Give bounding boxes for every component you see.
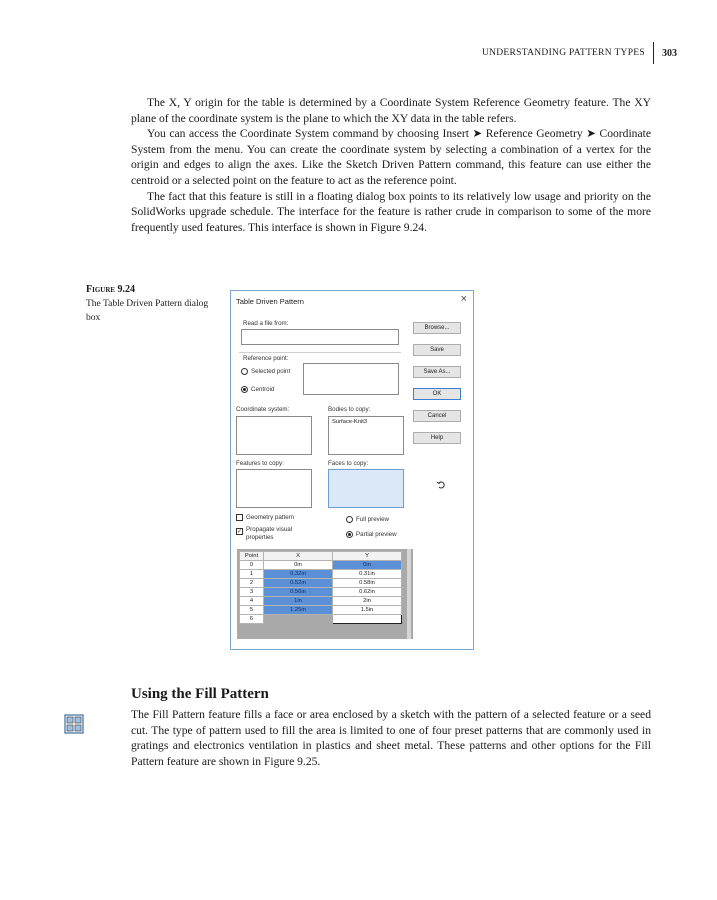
cell-point: 5 <box>240 606 264 615</box>
features-to-copy-label: Features to copy: <box>236 460 284 467</box>
partial-preview-radio[interactable] <box>346 531 353 538</box>
figure-label: Figure 9.24 <box>86 284 136 295</box>
centroid-label: Centroid <box>251 386 275 393</box>
table-row <box>240 570 402 579</box>
intro-text <box>131 95 651 235</box>
selected-point-radio[interactable] <box>241 368 248 375</box>
table-row <box>240 615 402 624</box>
save-button[interactable]: Save <box>413 344 461 356</box>
table-row <box>240 606 402 615</box>
cell-point: 0 <box>240 561 264 570</box>
read-file-label: Read a file from: <box>243 320 289 327</box>
cell-x[interactable]: 0.56in <box>264 588 333 597</box>
header-y: Y <box>333 552 402 561</box>
selected-point-label: Selected point <box>251 368 291 375</box>
separator <box>239 352 401 353</box>
cell-point: 3 <box>240 588 264 597</box>
section-text <box>131 707 651 769</box>
cell-point: 1 <box>240 570 264 579</box>
cell-y[interactable]: 0.31in <box>333 570 402 579</box>
help-button[interactable]: Help <box>413 432 461 444</box>
cell-x[interactable]: 1.25in <box>264 606 333 615</box>
reference-point-list[interactable] <box>303 363 399 395</box>
dialog-title: Table Driven Pattern <box>236 297 304 306</box>
browse-button[interactable]: Browse... <box>413 322 461 334</box>
reference-point-label: Reference point: <box>243 355 289 362</box>
section-paragraph: The Fill Pattern feature fills a face or area enclosed by a sketch with the pattern of a selected feature or a seed cut. The type of pattern used to fill the area is limited to one of four preset patterns that are commonly used in gratings and electronics ventilation in plastics and sheet metal. These patterns and other options for the Fill Pattern feature are shown in Figure 9.25. <box>131 708 651 768</box>
paragraph-2: You can access the Coordinate System command by choosing Insert ➤ Reference Geometry ➤ Coordinate System from the menu. You can create the coordinate system by selecting a combination of a vertex for the origin and edges to align the axes. Like the Sketch Driven Pattern command, this feature can use either the centroid or a selected point on the feature to act as the reference point. <box>131 127 651 187</box>
pattern-table-grid <box>239 551 402 624</box>
header-point: Point <box>240 552 264 561</box>
full-preview-radio[interactable] <box>346 516 353 523</box>
cancel-button[interactable]: Cancel <box>413 410 461 422</box>
section-heading: Using the Fill Pattern <box>131 686 269 702</box>
propagate-label-1: Propagate visual <box>246 526 293 533</box>
header-rule <box>653 42 654 64</box>
pattern-table <box>237 549 413 639</box>
geometry-pattern-checkbox[interactable] <box>236 514 243 521</box>
running-header <box>482 43 677 63</box>
save-as-button[interactable]: Save As... <box>413 366 461 378</box>
partial-preview-label: Partial preview <box>356 531 397 538</box>
centroid-radio[interactable] <box>241 386 248 393</box>
cell-point: 4 <box>240 597 264 606</box>
cell-x[interactable] <box>264 615 333 624</box>
close-icon[interactable]: × <box>460 293 467 305</box>
table-row <box>240 579 402 588</box>
cell-x[interactable]: 0in <box>264 561 333 570</box>
bodies-item[interactable]: Surface-Knit3 <box>332 419 368 425</box>
cell-x[interactable]: 0.32in <box>264 570 333 579</box>
figure-caption <box>86 283 216 325</box>
cell-y[interactable]: 0in <box>333 561 402 570</box>
running-title: UNDERSTANDING PATTERN TYPES <box>481 48 645 58</box>
propagate-label-2: properties <box>246 534 274 541</box>
cell-y[interactable]: 2in <box>333 597 402 606</box>
bodies-to-copy-label: Bodies to copy: <box>328 406 371 413</box>
cell-y[interactable] <box>333 615 402 624</box>
coordinate-system-list[interactable] <box>236 416 312 455</box>
table-header <box>240 552 402 561</box>
table-driven-pattern-dialog <box>230 290 474 650</box>
cell-point: 2 <box>240 579 264 588</box>
cell-y[interactable]: 0.62in <box>333 588 402 597</box>
table-row <box>240 588 402 597</box>
paragraph-3: The fact that this feature is still in a floating dialog box points to its relatively low usage and priority on the SolidWorks upgrade schedule. The interface for the feature is rather crude in comparison to some of the more frequently used features. This interface is shown in Figure 9.24. <box>131 189 651 234</box>
bodies-to-copy-list[interactable] <box>328 416 404 455</box>
table-scrollbar[interactable] <box>407 549 411 639</box>
cell-x[interactable]: 1in <box>264 597 333 606</box>
table-row <box>240 561 402 570</box>
cell-y[interactable]: 1.5in <box>333 606 402 615</box>
geometry-pattern-label: Geometry pattern <box>246 514 295 521</box>
header-x: X <box>264 552 333 561</box>
propagate-visual-checkbox[interactable]: ✓ <box>237 529 243 535</box>
full-preview-label: Full preview <box>356 516 390 523</box>
file-path-input[interactable] <box>241 329 399 345</box>
cell-x[interactable]: 0.52in <box>264 579 333 588</box>
cell-y[interactable]: 0.58in <box>333 579 402 588</box>
page-number: 303 <box>662 47 677 59</box>
cell-point: 6 <box>240 615 264 624</box>
figure-caption-text: The Table Driven Pattern dialog box <box>86 299 209 323</box>
undo-icon[interactable] <box>436 480 446 490</box>
ok-button[interactable]: OK <box>413 388 461 400</box>
faces-to-copy-list[interactable] <box>328 469 404 508</box>
fill-pattern-icon <box>63 712 85 736</box>
features-to-copy-list[interactable] <box>236 469 312 508</box>
table-row <box>240 597 402 606</box>
coordinate-system-label: Coordinate system: <box>236 406 290 413</box>
paragraph-1: The X, Y origin for the table is determined by a Coordinate System Reference Geometry feature. The XY plane of the coordinate system is the plane to which the XY data in the table refers. <box>131 96 651 125</box>
faces-to-copy-label: Faces to copy: <box>328 460 369 467</box>
